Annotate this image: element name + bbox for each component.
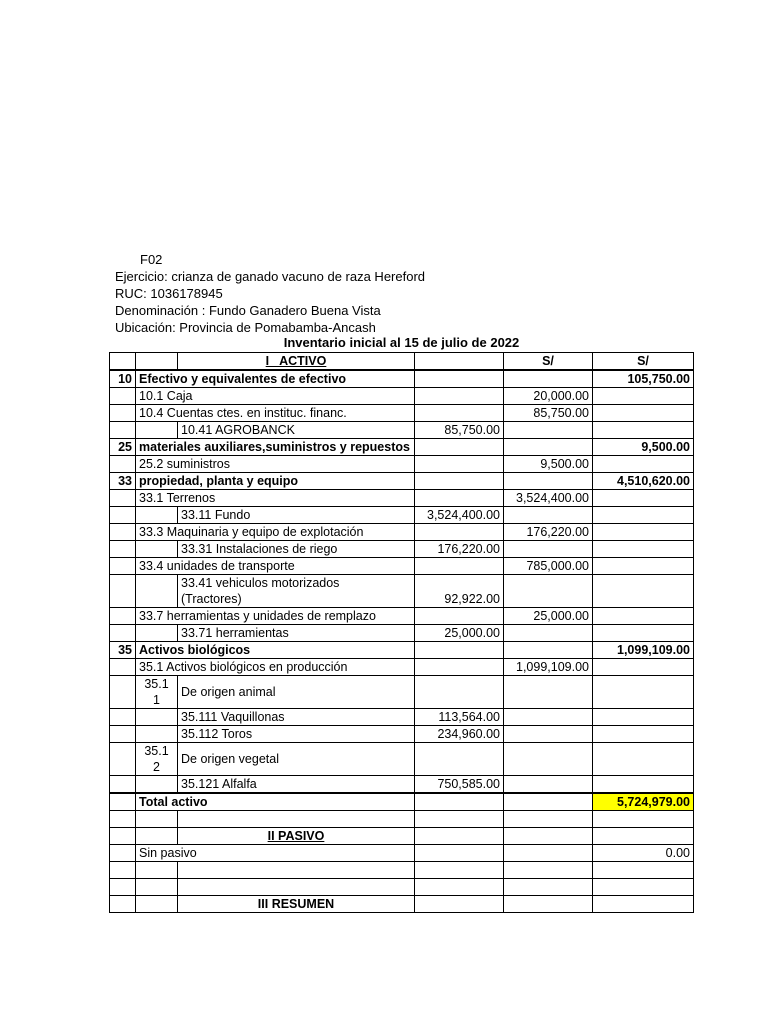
account-label: De origen vegetal (178, 743, 415, 776)
account-amount: 20,000.00 (504, 388, 593, 405)
section-activo-heading: I ACTIVO (178, 353, 415, 371)
account-label: propiedad, planta y equipo (136, 473, 415, 490)
table-row (110, 676, 694, 709)
account-amount: 1,099,109.00 (504, 659, 593, 676)
account-label: 33.3 Maquinaria y equipo de explotación (136, 524, 415, 541)
account-detail: 113,564.00 (415, 709, 504, 726)
table-row (110, 608, 694, 625)
total-activo-value: 5,724,979.00 (593, 793, 694, 811)
table-row (110, 541, 694, 558)
account-amount: 85,750.00 (504, 405, 593, 422)
account-label: 33.7 herramientas y unidades de remplazo (136, 608, 415, 625)
table-row (110, 507, 694, 524)
account-total: 105,750.00 (593, 370, 694, 388)
table-row (110, 524, 694, 541)
table-row (110, 490, 694, 507)
ruc-line: RUC: 1036178945 (115, 286, 223, 301)
account-total: 9,500.00 (593, 439, 694, 456)
account-label: Activos biológicos (136, 642, 415, 659)
account-label: 33.11 Fundo (178, 507, 415, 524)
account-detail: 3,524,400.00 (415, 507, 504, 524)
account-detail: 234,960.00 (415, 726, 504, 743)
empty-row (110, 862, 694, 879)
table-row (110, 405, 694, 422)
currency-header-2: S/ (593, 353, 694, 371)
table-row (110, 439, 694, 456)
account-code: 35 (110, 642, 136, 659)
account-detail: 25,000.00 (415, 625, 504, 642)
account-label: 10.4 Cuentas ctes. en instituc. financ. (136, 405, 415, 422)
account-amount: 176,220.00 (504, 524, 593, 541)
account-code: 25 (110, 439, 136, 456)
table-row (110, 388, 694, 405)
account-total: 1,099,109.00 (593, 642, 694, 659)
ejercicio-line: Ejercicio: crianza de ganado vacuno de raza Hereford (115, 269, 426, 284)
pasivo-heading-row (110, 828, 694, 845)
account-label: De origen animal (178, 676, 415, 709)
table-row (110, 473, 694, 490)
account-label: 35.111 Vaquillonas (178, 709, 415, 726)
account-label: 35.121 Alfalfa (178, 776, 415, 794)
account-code: 35.1 2 (136, 743, 178, 776)
account-label: 33.4 unidades de transporte (136, 558, 415, 575)
account-label: 33.1 Terrenos (136, 490, 415, 507)
currency-header-1: S/ (504, 353, 593, 371)
table-row (110, 456, 694, 473)
section-pasivo-heading: II PASIVO (178, 828, 415, 845)
account-amount: 25,000.00 (504, 608, 593, 625)
account-code: 35.1 1 (136, 676, 178, 709)
total-activo-label: Total activo (136, 793, 415, 811)
account-detail: 176,220.00 (415, 541, 504, 558)
table-row (110, 776, 694, 794)
inventory-title: Inventario inicial al 15 de julio de 2022 (283, 335, 520, 350)
table-row (110, 625, 694, 642)
section-resumen-heading: III RESUMEN (178, 896, 415, 913)
account-label: materiales auxiliares,suministros y repuestos (136, 439, 415, 456)
inventory-table (109, 352, 694, 913)
resumen-heading-row (110, 896, 694, 913)
denominacion-line: Denominación : Fundo Ganadero Buena Vista (115, 303, 381, 318)
table-row (110, 370, 694, 388)
sin-pasivo-label: Sin pasivo (136, 845, 415, 862)
account-detail: 85,750.00 (415, 422, 504, 439)
form-code: F02 (140, 252, 163, 267)
table-row (110, 575, 694, 608)
account-label: 33.31 Instalaciones de riego (178, 541, 415, 558)
account-detail: 750,585.00 (415, 776, 504, 794)
sin-pasivo-value: 0.00 (593, 845, 694, 862)
account-code: 10 (110, 370, 136, 388)
account-amount: 785,000.00 (504, 558, 593, 575)
table-row (110, 726, 694, 743)
ubicacion-line: Ubicación: Provincia de Pomabamba-Ancash (115, 320, 376, 335)
account-total: 4,510,620.00 (593, 473, 694, 490)
account-label: 33.71 herramientas (178, 625, 415, 642)
account-label: 35.1 Activos biológicos en producción (136, 659, 415, 676)
table-row (110, 558, 694, 575)
empty-row (110, 811, 694, 828)
account-label: 10.1 Caja (136, 388, 415, 405)
table-row (110, 743, 694, 776)
account-label: 10.41 AGROBANCK (178, 422, 415, 439)
table-row (110, 659, 694, 676)
account-code: 33 (110, 473, 136, 490)
sin-pasivo-row (110, 845, 694, 862)
account-detail: 92,922.00 (415, 575, 504, 608)
table-header-row (110, 353, 694, 371)
account-label: 33.41 vehiculos motorizados (Tractores) (178, 575, 415, 608)
account-amount: 3,524,400.00 (504, 490, 593, 507)
empty-row (110, 879, 694, 896)
total-activo-row (110, 793, 694, 811)
table-row (110, 422, 694, 439)
account-amount: 9,500.00 (504, 456, 593, 473)
account-label: 25.2 suministros (136, 456, 415, 473)
account-label: Efectivo y equivalentes de efectivo (136, 370, 415, 388)
table-row (110, 642, 694, 659)
account-label: 35.112 Toros (178, 726, 415, 743)
table-row (110, 709, 694, 726)
